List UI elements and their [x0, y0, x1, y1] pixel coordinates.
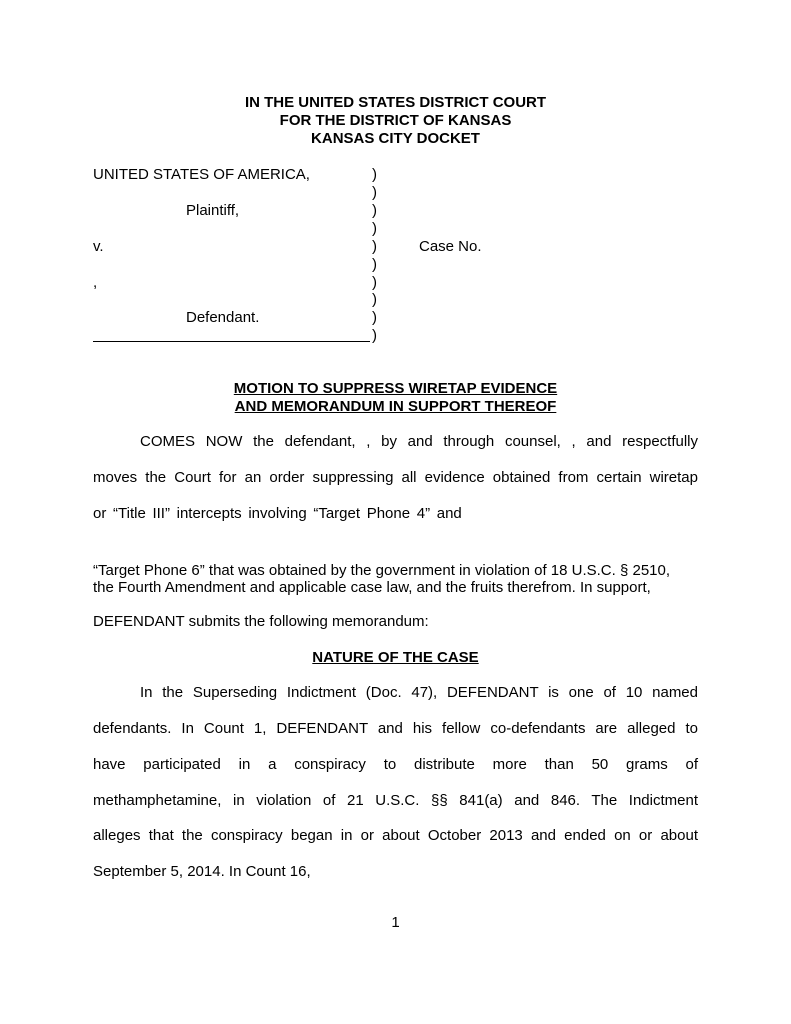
caption-paren: ): [372, 202, 377, 219]
intro-line-1: COMES NOW the defendant, , by and through counsel, , and respectfully: [140, 433, 698, 450]
motion-title-line-1: MOTION TO SUPPRESS WIRETAP EVIDENCE: [233, 380, 558, 397]
caption-paren: ): [372, 256, 377, 273]
caption-paren: ): [372, 291, 377, 308]
intro-line-4: “Target Phone 6” that was obtained by the government in violation of 18 U.S.C. § 2510,: [93, 562, 671, 579]
plaintiff-label: Plaintiff,: [186, 202, 240, 219]
defendant-label: Defendant.: [186, 309, 260, 326]
defendant-name: ,: [93, 274, 98, 291]
intro-line-6: DEFENDANT submits the following memorandum:: [93, 613, 429, 630]
plaintiff-name: UNITED STATES OF AMERICA,: [93, 166, 310, 183]
court-header-line-1: IN THE UNITED STATES DISTRICT COURT: [244, 94, 547, 111]
nature-line-4: methamphetamine, in violation of 21 U.S.C. §§ 841(a) and 846. The Indictment: [93, 792, 698, 809]
caption-paren: ): [372, 238, 377, 255]
intro-line-3: or “Title III” intercepts involving “Target Phone 4” and: [93, 505, 462, 522]
court-header-line-2: FOR THE DISTRICT OF KANSAS: [279, 112, 512, 129]
nature-line-3: have participated in a conspiracy to distribute more than 50 grams of: [93, 756, 698, 773]
nature-line-6: September 5, 2014. In Count 16,: [93, 863, 311, 880]
caption-paren: ): [372, 184, 377, 201]
caption-paren: ): [372, 274, 377, 291]
section-heading: NATURE OF THE CASE: [312, 649, 479, 666]
motion-title-line-2: AND MEMORANDUM IN SUPPORT THEREOF: [234, 398, 557, 415]
intro-line-5: the Fourth Amendment and applicable case law, and the fruits therefrom. In support,: [93, 579, 651, 596]
versus: v.: [93, 238, 104, 255]
caption-paren: ): [372, 220, 377, 237]
caption-paren: ): [372, 327, 377, 344]
caption-paren: ): [372, 166, 377, 183]
nature-line-2: defendants. In Count 1, DEFENDANT and his fellow co-defendants are alleged to: [93, 720, 698, 737]
nature-line-5: alleges that the conspiracy began in or about October 2013 and ended on or about: [93, 827, 698, 844]
page-number: 1: [391, 914, 400, 931]
court-header-line-3: KANSAS CITY DOCKET: [311, 130, 480, 147]
caption-rule: [93, 341, 370, 342]
intro-line-2: moves the Court for an order suppressing all evidence obtained from certain wiretap: [93, 469, 698, 486]
nature-line-1: In the Superseding Indictment (Doc. 47), DEFENDANT is one of 10 named: [140, 684, 698, 701]
caption-paren: ): [372, 309, 377, 326]
case-number-label: Case No.: [419, 238, 482, 255]
